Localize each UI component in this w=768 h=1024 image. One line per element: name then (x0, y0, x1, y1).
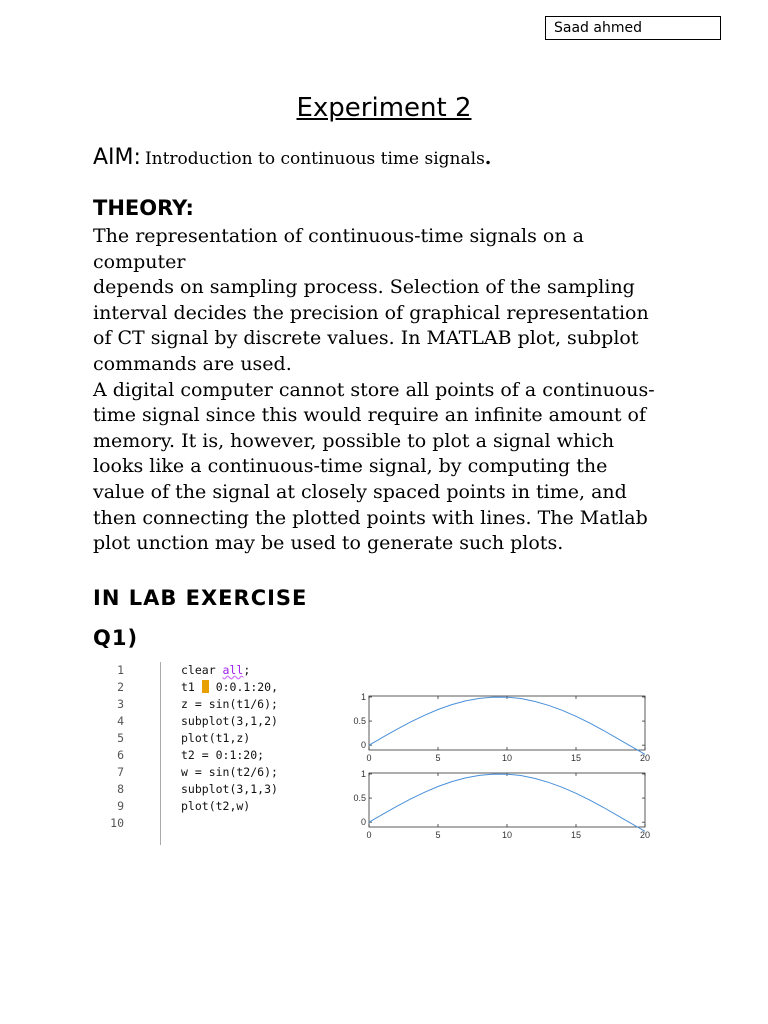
x-tick-label: 0 (366, 753, 372, 763)
theory-line: value of the signal at closely spaced points in time, and (93, 480, 627, 503)
theory-line: time signal since this would require an infinite amount of (93, 404, 647, 427)
x-tick-label: 15 (570, 753, 582, 763)
subplot-figure (343, 692, 663, 848)
lab-exercise-heading: IN LAB EXERCISE (93, 586, 308, 610)
code-line: subplot(3,1,2) (181, 714, 278, 728)
y-tick-label: 0 (360, 817, 366, 828)
line-number: 7 (117, 765, 124, 779)
code-line (181, 663, 250, 677)
aim-terminal: . (484, 147, 492, 169)
x-tick-label: 15 (570, 830, 582, 840)
y-tick-label: 1 (360, 692, 366, 702)
code-screenshot (104, 660, 304, 848)
theory-line: A digital computer cannot store all points of a continuous- (93, 378, 655, 401)
x-tick-label: 5 (435, 830, 441, 840)
theory-line: plot unction may be used to generate such plots. (93, 532, 564, 555)
subplot-axes-box (369, 773, 645, 827)
warning-marker-icon (202, 680, 209, 693)
page-title: Experiment 2 (296, 93, 472, 123)
line-number: 2 (117, 680, 124, 694)
line-number: 8 (117, 782, 124, 796)
code-text: ; (243, 663, 251, 677)
code-line: z = sin(t1/6); (181, 697, 278, 711)
x-tick-label: 20 (639, 753, 651, 763)
x-tick-label: 0 (366, 830, 372, 840)
code-gutter-divider (160, 662, 161, 845)
code-text: t1 (181, 680, 202, 694)
line-number: 10 (110, 816, 124, 830)
author-name-box (545, 16, 721, 40)
x-tick-label: 10 (501, 753, 513, 763)
subplot-axes-box (369, 696, 645, 750)
theory-body (93, 224, 683, 557)
y-tick-label: 0.5 (353, 793, 366, 804)
code-line: plot(t1,z) (181, 731, 251, 745)
theory-line: then connecting the plotted points with lines. The Matlab (93, 506, 648, 529)
y-tick-label: 1 (360, 768, 366, 779)
line-number: 4 (117, 714, 124, 728)
line-number: 5 (117, 731, 124, 745)
code-line: t2 = 0:1:20; (181, 748, 265, 762)
line-number: 3 (117, 697, 124, 711)
y-tick-label: 0.5 (353, 716, 366, 727)
theory-line: commands are used. (93, 352, 292, 375)
aim-text: Introduction to continuous time signals (144, 149, 485, 169)
line-number: 6 (117, 748, 124, 762)
theory-line: memory. It is, however, possible to plot a signal which (93, 429, 615, 452)
line-number: 9 (117, 799, 124, 813)
aim-section (93, 143, 713, 175)
theory-line: looks like a continuous-time signal, by computing the (93, 455, 608, 478)
theory-line: interval decides the precision of graphical representation (93, 301, 649, 324)
code-keyword: all (222, 663, 244, 677)
theory-line: depends on sampling process. Selection of the sampling (93, 276, 635, 299)
theory-line: computer (93, 250, 186, 273)
theory-line: of CT signal by discrete values. In MATLAB plot, subplot (93, 327, 639, 350)
code-text: 0:0.1:20, (208, 680, 279, 694)
x-tick-label: 20 (639, 830, 651, 840)
x-tick-label: 10 (501, 830, 513, 840)
code-line (181, 680, 278, 694)
line-number: 1 (117, 663, 124, 677)
code-line: subplot(3,1,3) (181, 782, 278, 796)
aim-label: AIM: (93, 145, 141, 170)
code-line: w = sin(t2/6); (181, 765, 278, 779)
theory-line: The representation of continuous-time signals on a (93, 225, 584, 247)
x-tick-label: 5 (435, 753, 441, 763)
theory-heading: THEORY: (93, 196, 194, 220)
code-text: clear (181, 663, 223, 677)
question-heading: Q1) (93, 626, 139, 650)
y-tick-label: 0 (360, 740, 366, 751)
author-name: Saad ahmed (554, 20, 642, 36)
code-line: plot(t2,w) (181, 799, 251, 813)
